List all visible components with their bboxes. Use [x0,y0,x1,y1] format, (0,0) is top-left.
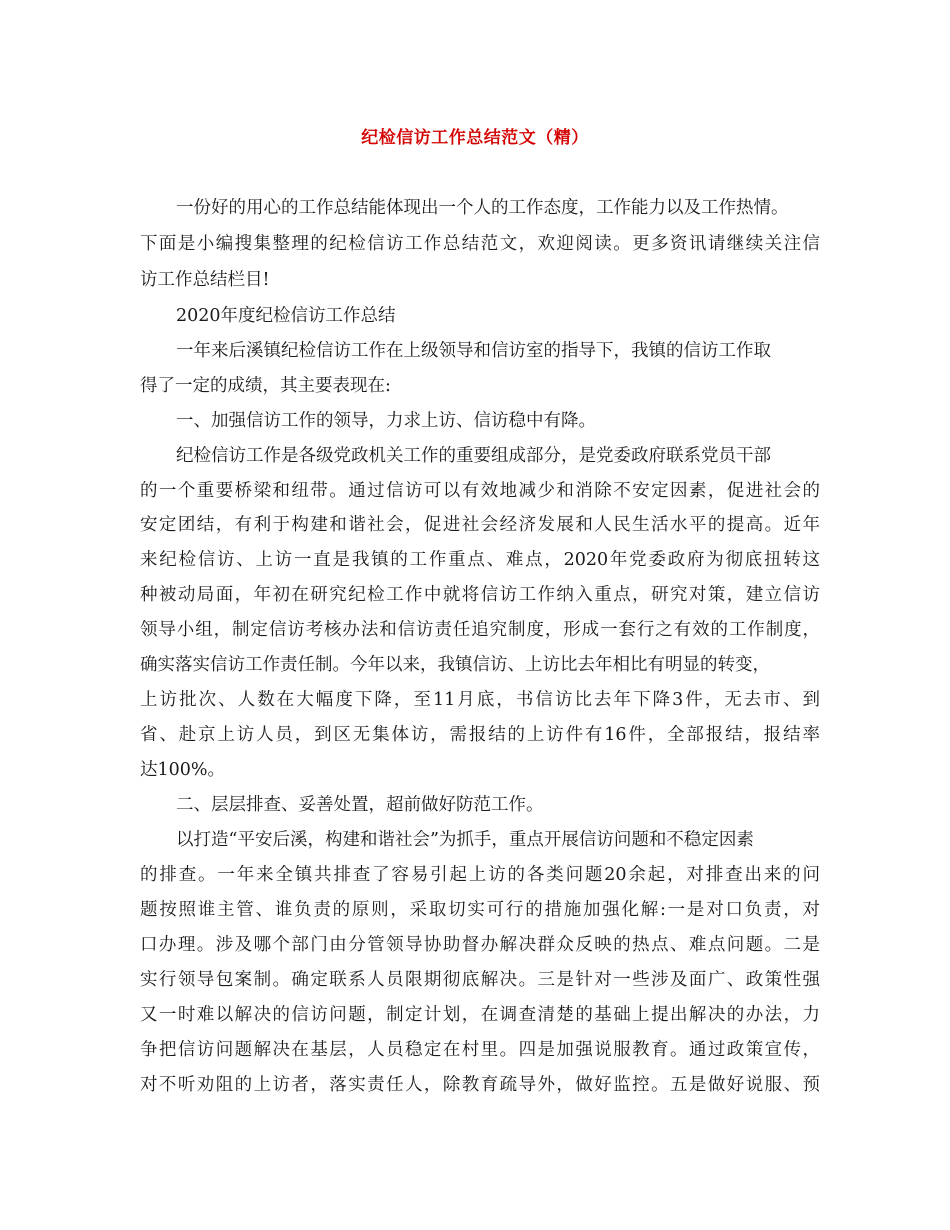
paragraph-line: 又一时难以解决的信访问题，制定计划，在调查清楚的基础上提出解决的办法，力 [140,1005,820,1025]
section-heading: 一、加强信访工作的领导，力求上访、信访稳中有降。 [176,411,596,431]
paragraph-line: 一份好的用心的工作总结能体现出一个人的工作态度，工作能力以及工作热情。 [176,198,789,218]
paragraph-line: 得了一定的成绩，其主要表现在: [140,376,391,396]
paragraph-line: 安定团结，有利于构建和谐社会，促进社会经济发展和人民生活水平的提高。近年 [140,515,820,535]
paragraph-line: 的排查。一年来全镇共排查了容易引起上访的各类问题20余起，对排查出来的问 [140,865,820,885]
paragraph-line: 种被动局面，年初在研究纪检工作中就将信访工作纳入重点，研究对策，建立信访 [140,585,820,605]
paragraph-line: 确实落实信访工作责任制。今年以来，我镇信访、上访比去年相比有明显的转变， [140,655,770,675]
document-title: 纪检信访工作总结范文（精） [361,128,589,148]
paragraph-line: 实行领导包案制。确定联系人员限期彻底解决。三是针对一些涉及面广、政策性强 [140,970,820,990]
paragraph-line: 口办理。涉及哪个部门由分管领导协助督办解决群众反映的热点、难点问题。二是 [140,935,820,955]
paragraph-line: 的一个重要桥梁和纽带。通过信访可以有效地减少和消除不安定因素，促进社会的 [140,481,820,501]
paragraph-line: 对不听劝阻的上访者，落实责任人，除教育疏导外，做好监控。五是做好说服、预 [140,1075,820,1095]
section-heading: 2020年度纪检信访工作总结 [176,306,396,326]
paragraph-line: 领导小组，制定信访考核办法和信访责任追究制度，形成一套行之有效的工作制度， [140,620,820,640]
paragraph-line: 省、赴京上访人员，到区无集体访，需报结的上访件有16件，全部报结，报结率 [140,725,820,745]
section-heading: 二、层层排查、妥善处置，超前做好防范工作。 [176,795,544,815]
paragraph-line: 下面是小编搜集整理的纪检信访工作总结范文，欢迎阅读。更多资讯请继续关注信 [140,234,820,254]
paragraph-line: 来纪检信访、上访一直是我镇的工作重点、难点，2020年党委政府为彻底扭转这 [140,550,820,570]
paragraph-line: 纪检信访工作是各级党政机关工作的重要组成部分，是党委政府联系党员干部 [176,446,771,466]
paragraph-line: 上访批次、人数在大幅度下降，至11月底，书信访比去年下降3件，无去市、到 [140,690,820,710]
paragraph-line: 以打造“平安后溪，构建和谐社会”为抓手，重点开展信访问题和不稳定因素 [176,830,754,850]
paragraph-line: 题按照谁主管、谁负责的原则，采取切实可行的措施加强化解:一是对口负责，对 [140,900,820,920]
paragraph-line: 一年来后溪镇纪检信访工作在上级领导和信访室的指导下，我镇的信访工作取 [176,341,771,361]
paragraph-line: 争把信访问题解决在基层，人员稳定在村里。四是加强说服教育。通过政策宣传， [140,1040,820,1060]
paragraph-line: 达100%。 [140,760,226,780]
paragraph-line: 访工作总结栏目! [140,270,270,290]
